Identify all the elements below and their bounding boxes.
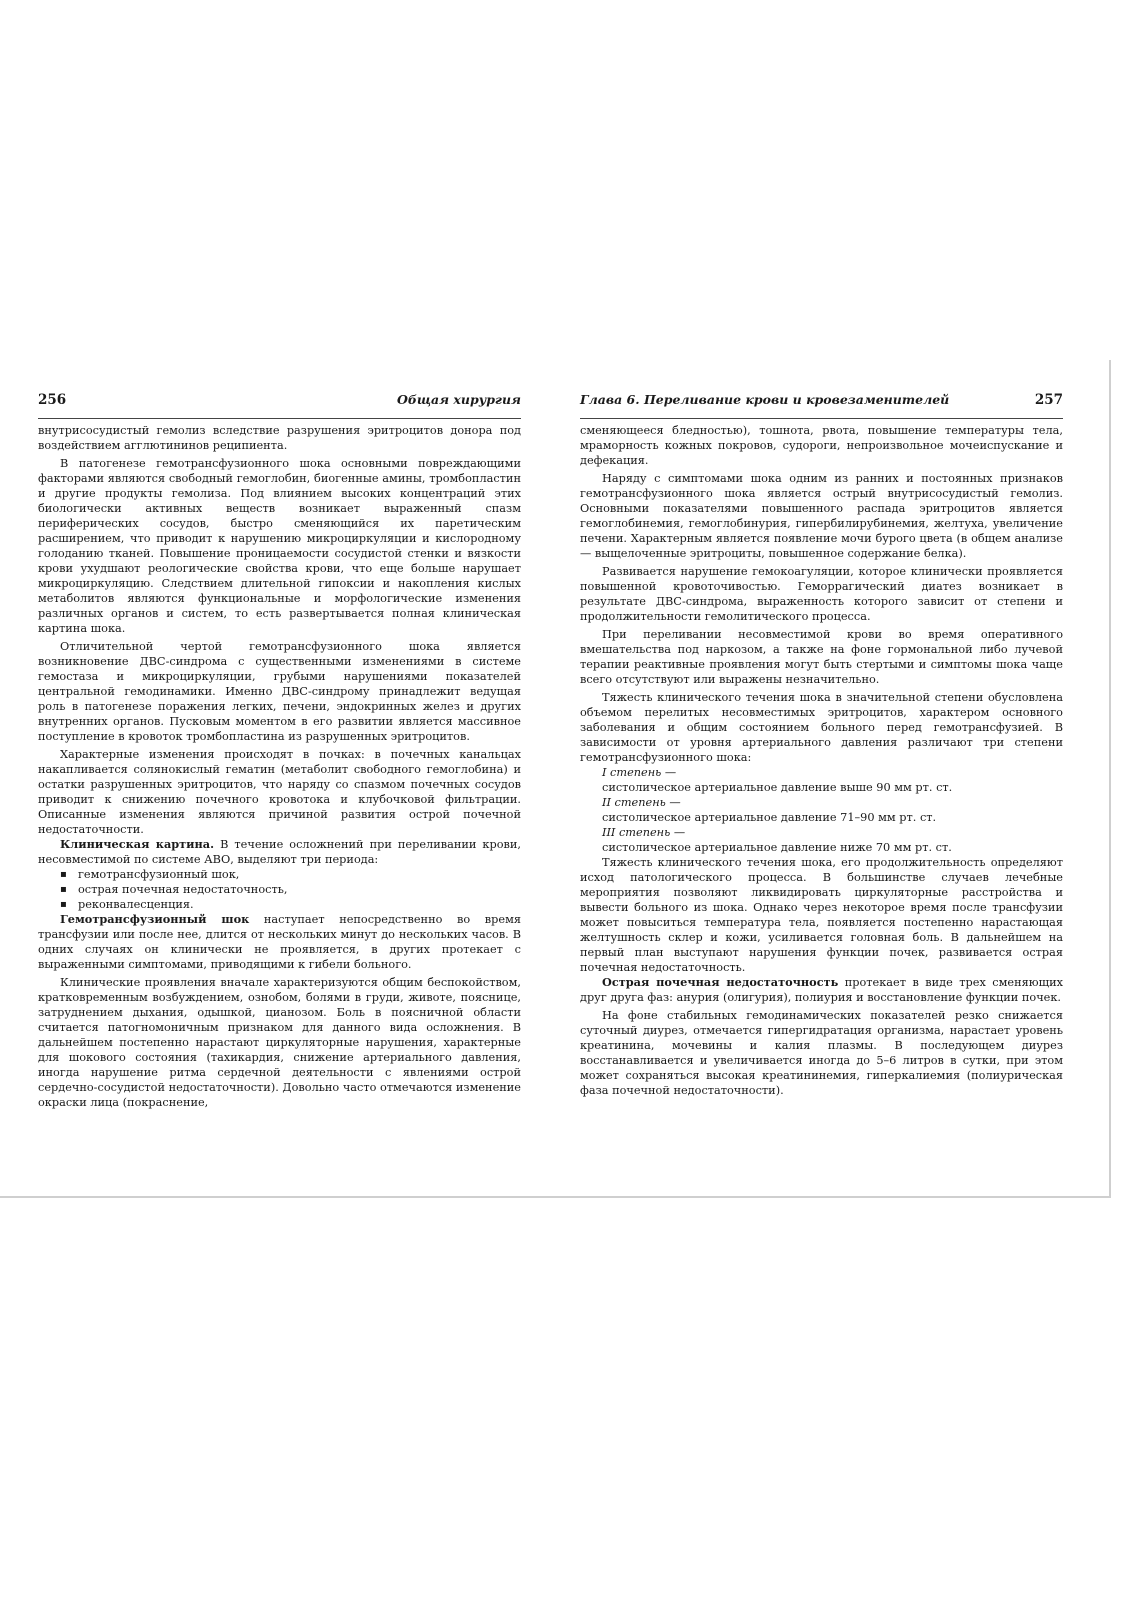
paragraph [580,975,1063,1005]
paragraph [38,912,521,972]
paragraph [38,837,521,867]
paragraph-text: протекает в виде трех сменяющих друг друга фаз: анурия (олигурия), полиурия и восстановление функции почек. [580,976,1064,1004]
left-page-number: 256 [38,392,67,408]
paragraph: В патогенезе гемотрансфузионного шока основными повреждающими факторами являются свободный гемоглобин, биогенные амины, тромбопластин и другие продукты гемолиза. Под влиянием высоких концентраций этих биологически активных веществ возникает выраженный спазм периферических сосудов, быстро сменяющийся их паретическим расширением, что приводит к нарушению микроциркуляции и кислородному голоданию тканей. Повышение проницаемости сосудистой стенки и вязкости крови ухудшают реологические свойства крови, что еще больше нарушает микроциркуляцию. Следствием длительной гипоксии и накопления кислых метаболитов являются функциональные и морфологические изменения различных органов и систем, то есть развертывается полная клиническая картина шока. [38,457,521,635]
paragraph: На фоне стабильных гемодинамических показателей резко снижается суточный диурез, отмечается гипергидратация организма, нарастает уровень креатинина, мочевины и калия плазмы. В последующем диурез восстанавливается и увеличивается иногда до 5–6 литров в сутки, при этом может сохраняться высокая креатининемия, гиперкалиемия (полиурическая фаза почечной недостаточности). [580,1009,1063,1097]
right-page-body [580,423,1063,1098]
left-page-header [38,392,521,419]
paragraph: Наряду с симптомами шока одним из ранних и постоянных признаков гемотрансфузионного шока является острый внутрисосудистый гемолиз. Основными показателями повышенного распада эритроцитов является гемоглобинемия, гемоглобинурия, гипербилирубинемия, желтуха, увеличение печени. Характерным является появление мочи бурого цвета (в общем анализе — выщелоченные эритроциты, повышенное содержание белка). [580,472,1063,560]
section-heading: Гемотрансфузионный шок [60,912,250,926]
periods-list [38,867,521,912]
right-running-title: Глава 6. Переливание крови и кровезаменителей [580,392,950,407]
paragraph: Отличительной чертой гемотрансфузионного шока является возникновение ДВС-синдрома с существенными изменениями в системе гемостаза и микроциркуляции, грубыми нарушениями показателей центральной гемодинамики. Именно ДВС-синдрому принадлежит ведущая роль в патогенезе поражения легких, печени, эндокринных желез и других внутренних органов. Пусковым моментом в его развитии является массивное поступление в кровоток тромбопластина из разрушенных эритроцитов. [38,640,521,743]
right-page-number: 257 [1034,392,1063,408]
list-item: ▪ гемотрансфузионный шок, [60,867,521,882]
degree-value: систолическое артериальное давление 71–90 мм рт. ст. [602,811,937,824]
list-item: ▪ реконвалесценция. [60,897,521,912]
left-running-title: Общая хирургия [396,392,521,407]
right-page-header [580,392,1063,419]
paragraph: сменяющееся бледностью), тошнота, рвота, повышение температуры тела, мраморность кожных покровов, судороги, непроизвольное мочеиспускание и дефекация. [580,424,1063,467]
degree-label: I степень — [602,766,677,779]
section-heading: Клиническая картина. [60,837,215,851]
left-page [38,392,521,1110]
left-page-body [38,423,521,1110]
paragraph-text: В течение осложнений при переливании крови, несовместимой по системе АВО, выделяют три периода: [38,838,522,866]
degree-label: II степень — [602,796,681,809]
degree-label: III степень — [602,826,686,839]
paragraph: При переливании несовместимой крови во время оперативного вмешательства под наркозом, а также на фоне гормональной либо лучевой терапии реактивные проявления могут быть стертыми и симптомы шока чаще всего отсутствуют или выражены незначительно. [580,628,1063,686]
degree-value: систолическое артериальное давление выше 90 мм рт. ст. [602,781,953,794]
degree-value: систолическое артериальное давление ниже 70 мм рт. ст. [602,841,952,854]
paragraph: Характерные изменения происходят в почках: в почечных канальцах накапливается солянокислый гематин (метаболит свободного гемоглобина) и остатки разрушенных эритроцитов, что наряду со спазмом почечных сосудов приводит к снижению почечного кровотока и клубочковой фильтрации. Описанные изменения являются причиной развития острой почечной недостаточности. [38,748,521,836]
right-page [580,392,1063,1098]
paragraph-text: наступает непосредственно во время трансфузии или после нее, длится от нескольких минут до нескольких часов. В одних случаях он клинически не проявляется, в других протекает с выраженными симптомами, приводящими к гибели больного. [38,913,521,971]
paragraph: Тяжесть клинического течения шока, его продолжительность определяют исход патологического процесса. В большинстве случаев лечебные мероприятия позволяют ликвидировать циркуляторные расстройства и вывести больного из шока. Однако через некоторое время после трансфузии может повыситься температура тела, появляется постепенно нарастающая желтушность склер и кожи, усиливается головная боль. В дальнейшем на первый план выступают нарушения функции почек, развивается острая почечная недостаточность. [580,856,1063,974]
paragraph: внутрисосудистый гемолиз вследствие разрушения эритроцитов донора под воздействием агглютининов реципиента. [38,424,521,452]
paragraph: Тяжесть клинического течения шока в значительной степени обусловлена объемом перелитых несовместимых эритроцитов, характером основного заболевания и общим состоянием больного перед гемотрансфузией. В зависимости от уровня артериального давления различают три степени гемотрансфузионного шока: [580,691,1063,764]
section-heading: Острая почечная недостаточность [602,975,839,989]
paragraph: Развивается нарушение гемокоагуляции, которое клинически проявляется повышенной кровоточивостью. Геморрагический диатез возникает в результате ДВС-синдрома, выраженность которого зависит от степени и продолжительности гемолитического процесса. [580,565,1063,623]
paragraph: Клинические проявления вначале характеризуются общим беспокойством, кратковременным возбуждением, ознобом, болями в груди, животе, пояснице, затруднением дыхания, одышкой, цианозом. Боль в поясничной области считается патогномоничным признаком для данного вида осложнения. В дальнейшем постепенно нарастают циркуляторные нарушения, характерные для шокового состояния (тахикардия, снижение артериального давления, иногда нарушение ритма сердечной деятельности с явлениями острой сердечно-сосудистой недостаточности). Довольно часто отмечаются изменение окраски лица (покраснение, [38,976,521,1109]
list-item: ▪ острая почечная недостаточность, [60,882,521,897]
